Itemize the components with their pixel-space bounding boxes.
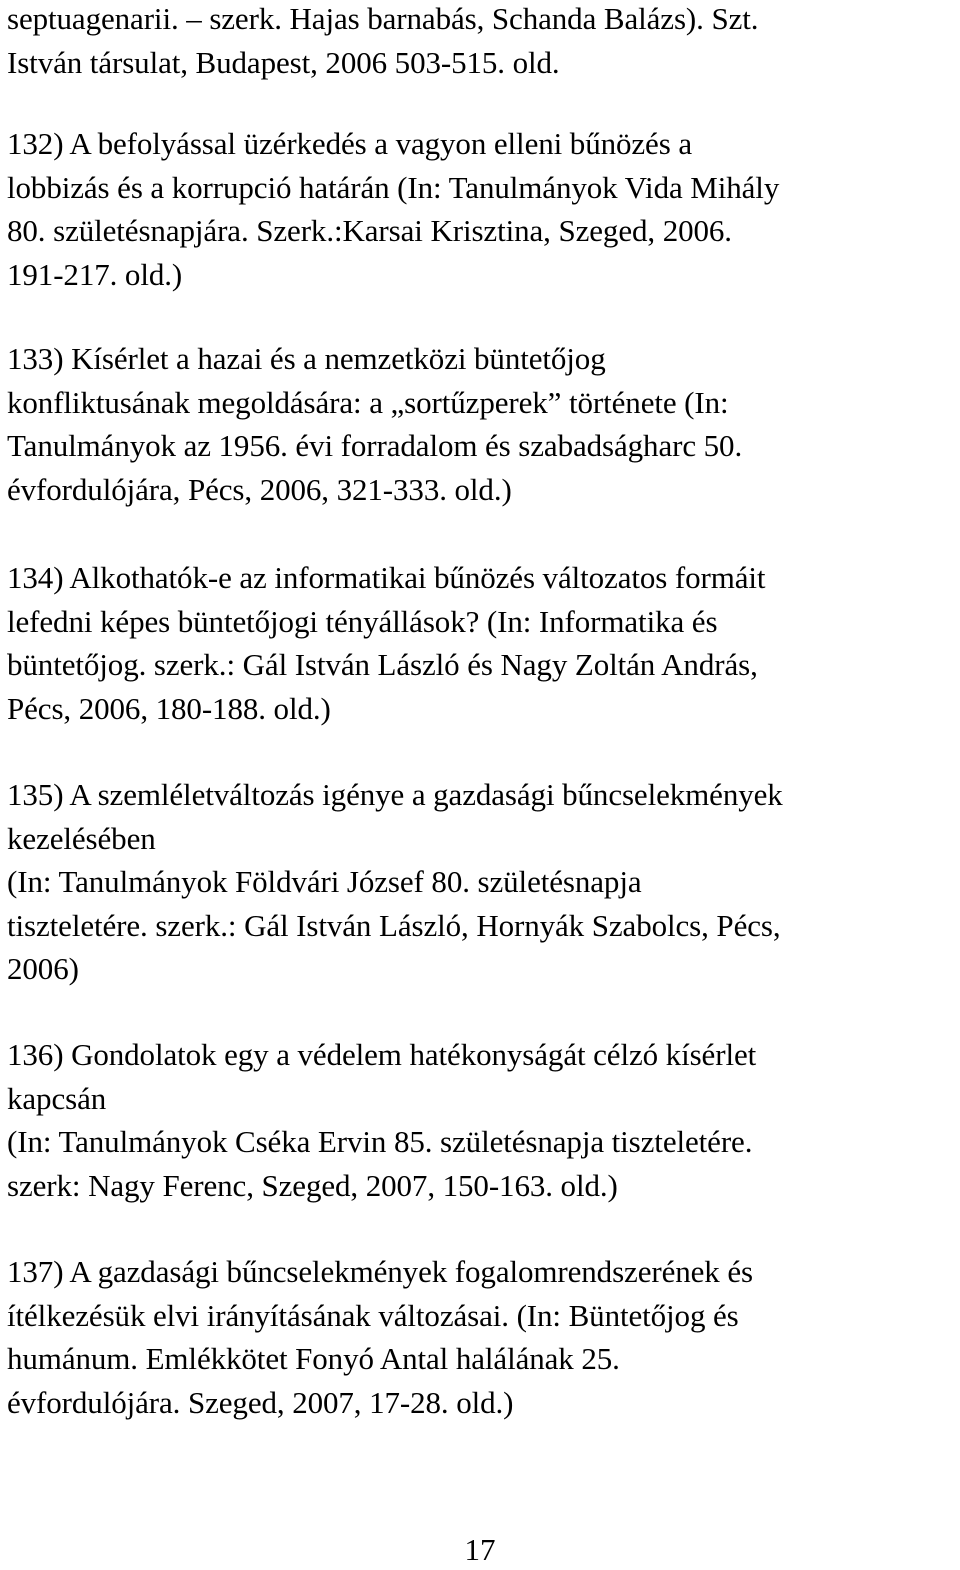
bibliography-entry-135 [7, 773, 957, 991]
bibliography-entry-137 [7, 1250, 957, 1424]
entry-line: (In: Tanulmányok Cséka Ervin 85. születésnapja tiszteletére. [7, 1124, 753, 1159]
entry-line: ítélkezésük elvi irányításának változásai. (In: Büntetőjog és [7, 1297, 739, 1333]
entry-line: humánum. Emlékkötet Fonyó Antal halálának 25. [7, 1341, 620, 1376]
bibliography-entry-136 [7, 1033, 957, 1207]
entry-line: septuagenarii. – szerk. Hajas barnabás, Schanda Balázs). Szt. [7, 1, 759, 36]
entry-line: tiszteletére. szerk.: Gál István László, Hornyák Szabolcs, Pécs, [7, 907, 781, 943]
entry-line: szerk: Nagy Ferenc, Szeged, 2007, 150-163. old.) [7, 1167, 618, 1203]
entry-line: 136) Gondolatok egy a védelem hatékonyságát célzó kísérlet [7, 1037, 757, 1072]
entry-line: István társulat, Budapest, 2006 503-515. old. [7, 44, 560, 80]
entry-line: 133) Kísérlet a hazai és a nemzetközi büntetőjog [7, 341, 606, 376]
entry-line: (In: Tanulmányok Földvári József 80. születésnapja [7, 864, 642, 899]
entry-line: 2006) [7, 951, 79, 986]
entry-line: 132) A befolyással üzérkedés a vagyon elleni bűnözés a [7, 126, 692, 161]
entry-line: 191-217. old.) [7, 256, 183, 292]
entry-line: 134) Alkothatók-e az informatikai bűnözés változatos formáit [7, 560, 766, 595]
entry-line: büntetőjog. szerk.: Gál István László és Nagy Zoltán András, [7, 647, 758, 682]
bibliography-entry-132 [7, 122, 957, 296]
page-number: 17 [464, 1532, 496, 1567]
entry-line: Pécs, 2006, 180-188. old.) [7, 690, 331, 726]
entry-line: kezelésében [7, 820, 156, 856]
bibliography-entry-continued [7, 0, 957, 84]
entry-line: lefedni képes büntetőjogi tényállások? (In: Informatika és [7, 603, 718, 639]
entry-line: évfordulójára. Szeged, 2007, 17-28. old.) [7, 1384, 514, 1420]
entry-line: évfordulójára, Pécs, 2006, 321-333. old.) [7, 471, 512, 507]
entry-line: lobbizás és a korrupció határán (In: Tanulmányok Vida Mihály [7, 169, 780, 205]
entry-line: kapcsán [7, 1080, 107, 1116]
entry-line: Tanulmányok az 1956. évi forradalom és szabadságharc 50. [7, 428, 743, 463]
entry-line: 135) A szemléletváltozás igénye a gazdasági bűncselekmények [7, 777, 783, 812]
entry-line: konfliktusának megoldására: a „sortűzperek” története (In: [7, 384, 729, 420]
entry-line: 80. születésnapjára. Szerk.:Karsai Krisztina, Szeged, 2006. [7, 213, 732, 248]
bibliography-entry-133 [7, 337, 957, 511]
entry-line: 137) A gazdasági bűncselekmények fogalomrendszerének és [7, 1254, 753, 1289]
bibliography-entry-134 [7, 556, 957, 730]
